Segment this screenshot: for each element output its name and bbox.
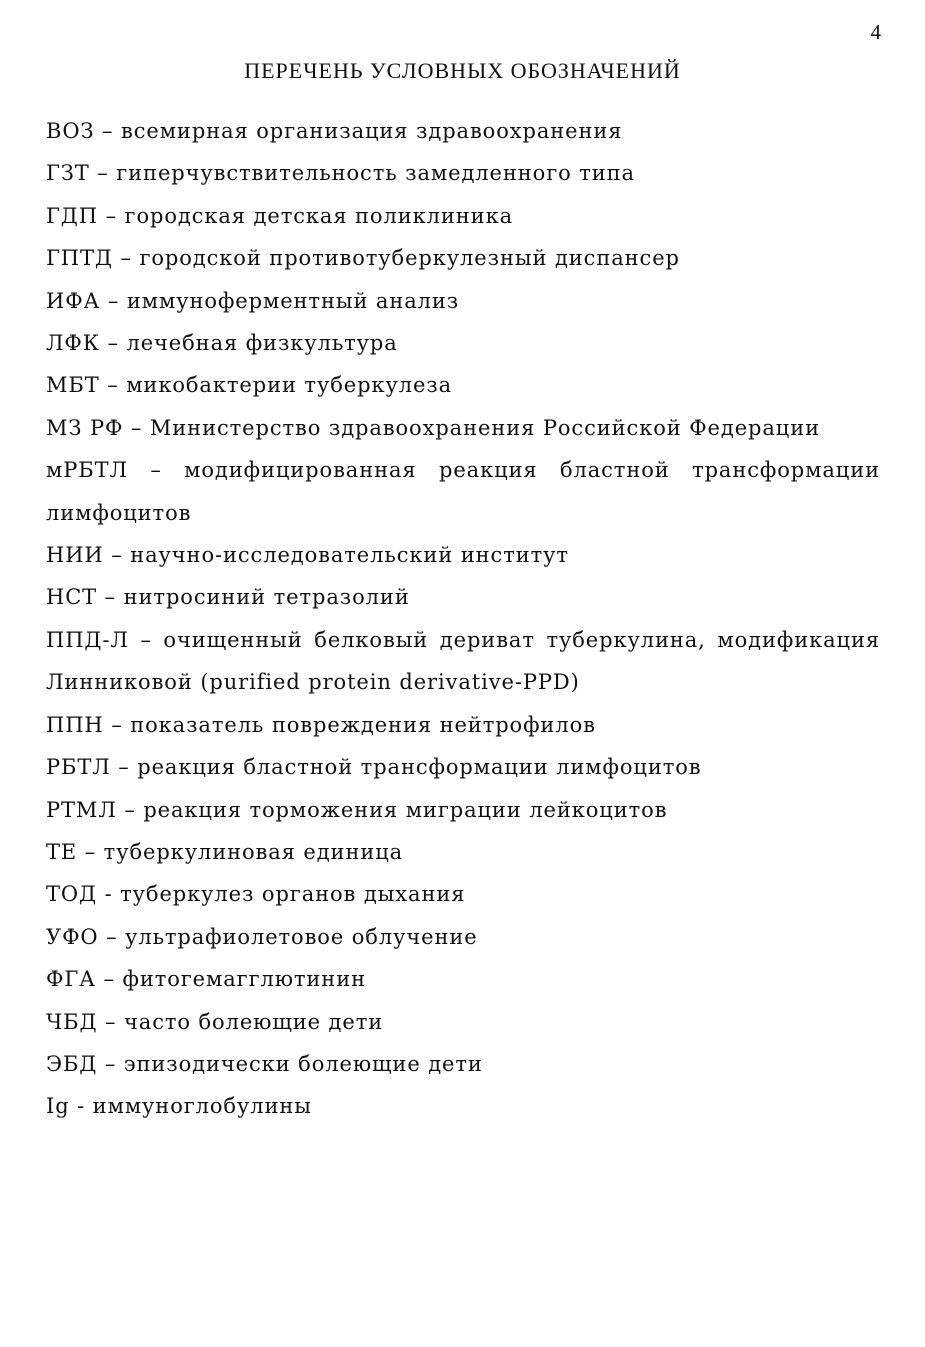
abbreviation-item-te: ТЕ – туберкулиновая единица bbox=[46, 839, 404, 864]
abbreviation-item-gptd: ГПТД – городской противотуберкулезный диспансер bbox=[46, 246, 680, 271]
abbreviation-item-chbd: ЧБД – часто болеющие дети bbox=[46, 1009, 384, 1034]
abbreviation-item-nst: НСТ – нитросиний тетразолий bbox=[46, 585, 410, 610]
abbreviation-item-mrbtl: мРБТЛ – модифицированная реакция бластной трансформации лимфоцитов bbox=[46, 458, 880, 525]
abbreviation-item-rtml: РТМЛ – реакция торможения миграции лейкоцитов bbox=[46, 797, 668, 822]
abbreviation-item-tod: ТОД - туберкулез органов дыхания bbox=[46, 882, 466, 907]
abbreviation-item-ebd: ЭБД – эпизодически болеющие дети bbox=[46, 1051, 483, 1076]
abbreviation-item-nii: НИИ – научно-исследовательский институт bbox=[46, 543, 569, 568]
abbreviation-item-ig: Ig - иммуноглобулины bbox=[46, 1094, 312, 1119]
abbreviation-item-rbtl: РБТЛ – реакция бластной трансформации лимфоцитов bbox=[46, 755, 702, 780]
abbreviation-item-ufo: УФО – ультрафиолетовое облучение bbox=[46, 924, 478, 949]
abbreviation-item-ppd-l: ППД-Л – очищенный белковый дериват туберкулина, модификация Линниковой (purified protein derivative-PPD) bbox=[46, 627, 880, 695]
abbreviation-list bbox=[46, 110, 880, 1128]
abbreviation-item-ppn: ППН – показатель повреждения нейтрофилов bbox=[46, 712, 596, 737]
abbreviation-item-gdp: ГДП – городская детская поликлиника bbox=[46, 203, 514, 228]
abbreviation-item-mz-rf: МЗ РФ – Министерство здравоохранения Российской Федерации bbox=[46, 415, 821, 440]
abbreviation-item-voz: ВОЗ – всемирная организация здравоохранения bbox=[46, 119, 623, 143]
abbreviation-item-fga: ФГА – фитогемагглютинин bbox=[46, 967, 367, 992]
abbreviation-item-gzt: ГЗТ – гиперчувствительность замедленного типа bbox=[46, 161, 635, 186]
abbreviation-item-mbt: МБТ – микобактерии туберкулеза bbox=[46, 373, 453, 398]
page-number: 4 bbox=[870, 20, 881, 44]
abbreviation-item-lfk: ЛФК – лечебная физкультура bbox=[46, 331, 398, 356]
abbreviation-item-ifa: ИФА – иммуноферментный анализ bbox=[46, 288, 460, 313]
page-title: ПЕРЕЧЕНЬ УСЛОВНЫХ ОБОЗНАЧЕНИЙ bbox=[244, 58, 681, 83]
